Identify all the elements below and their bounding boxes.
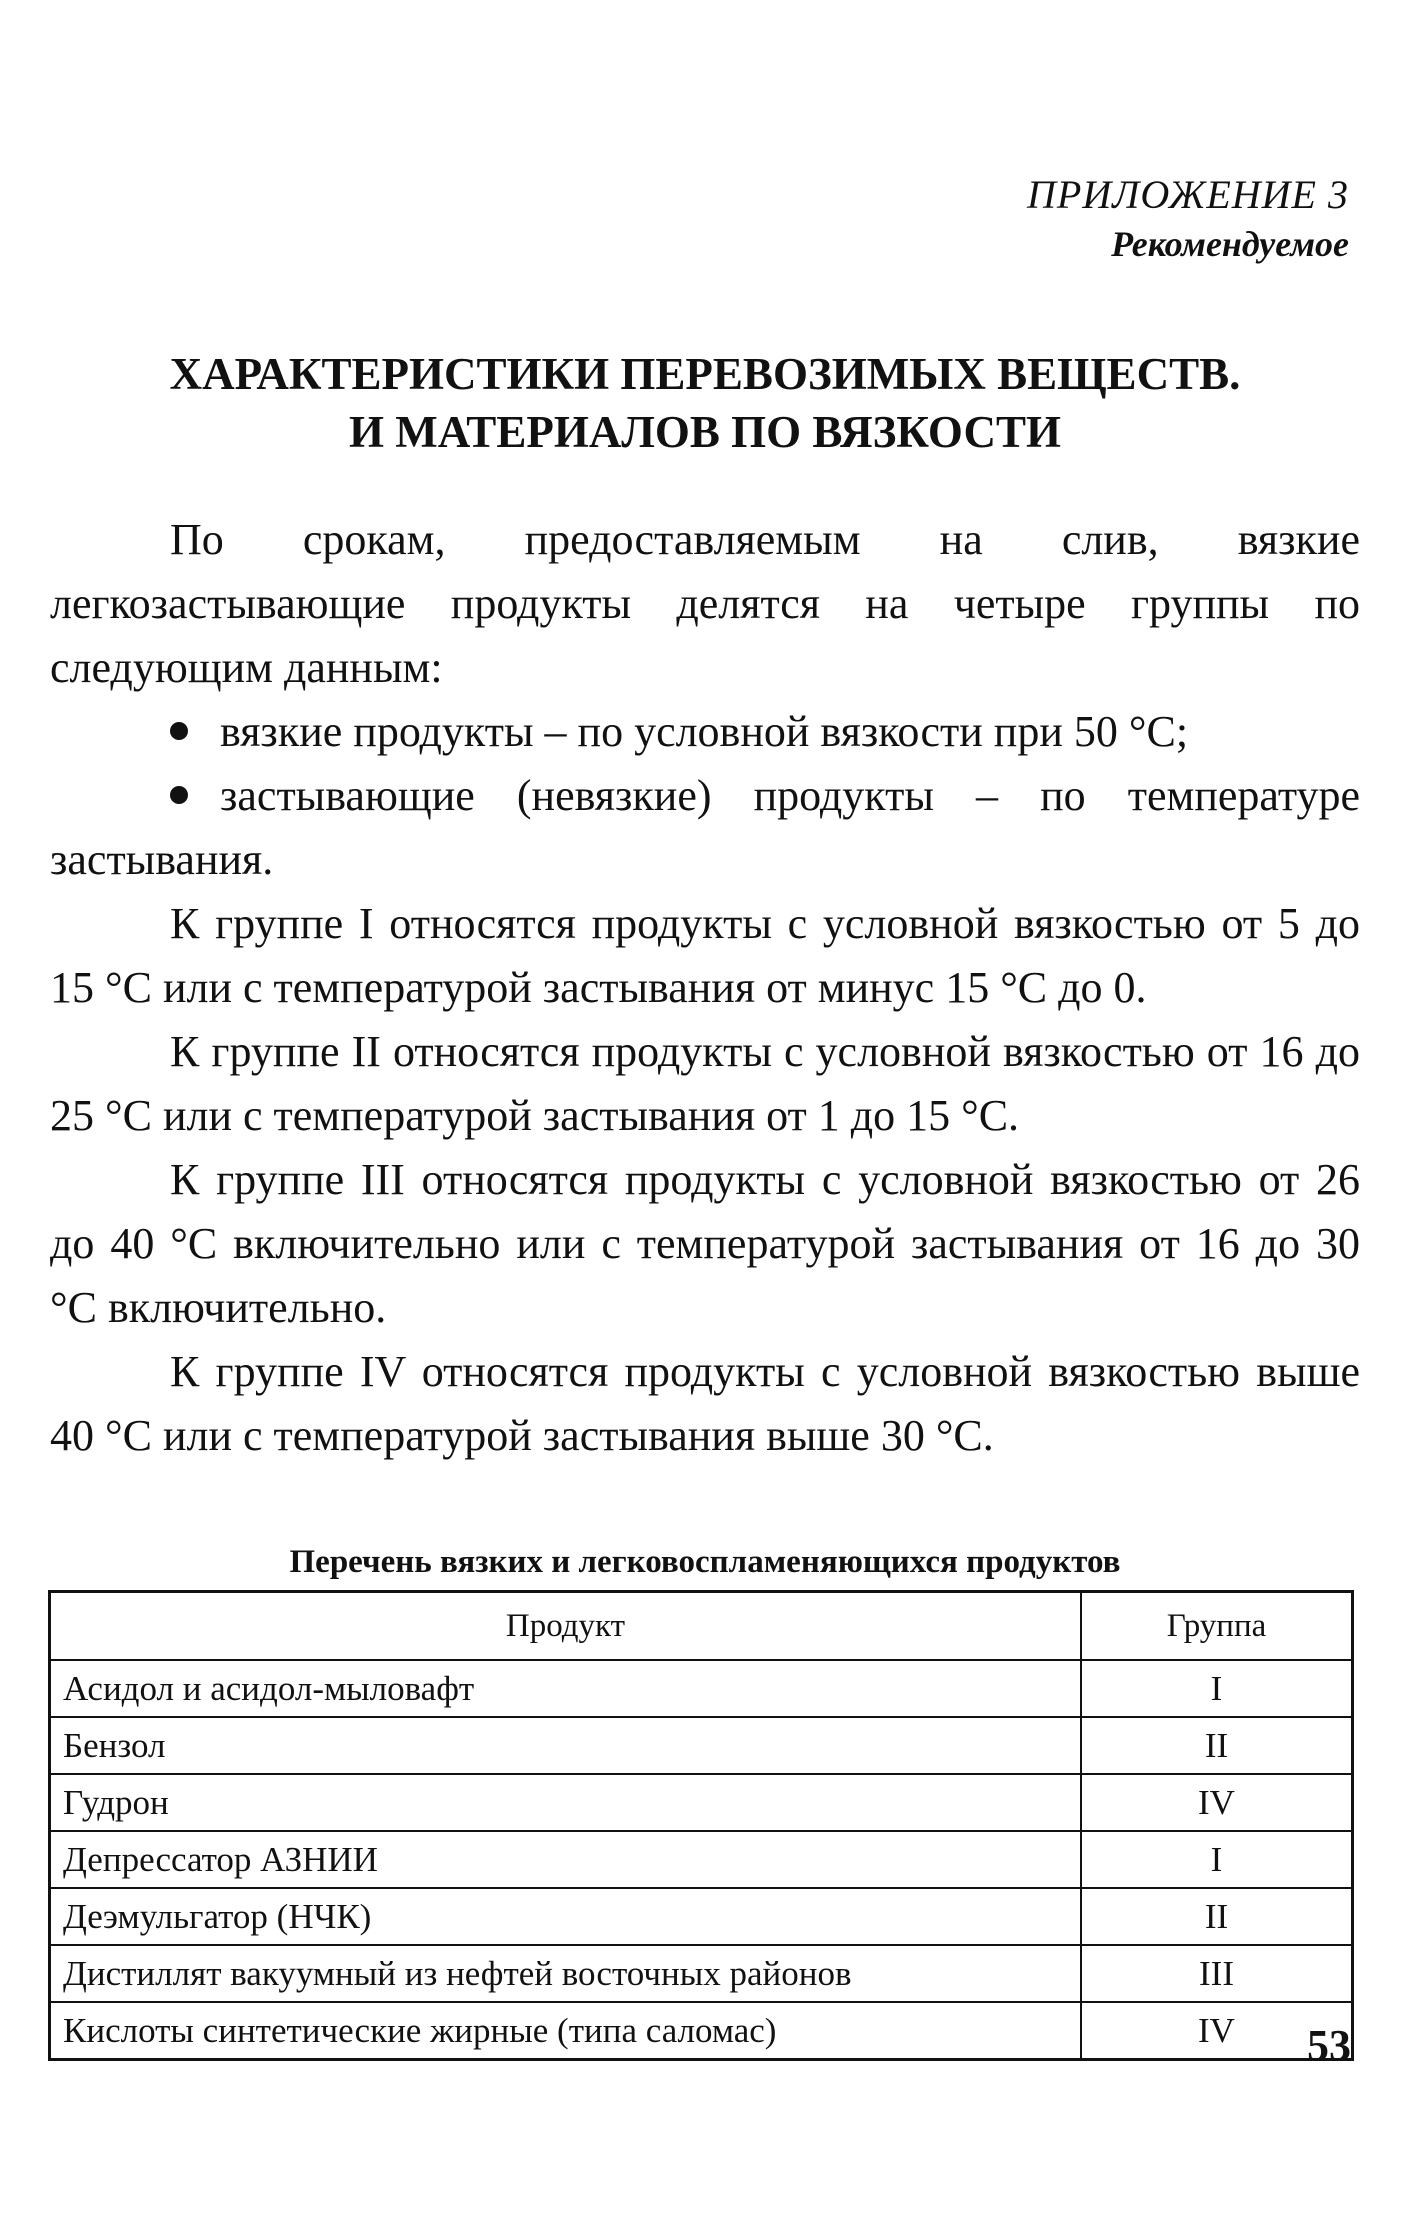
- criteria-text: вязкие продукты – по условной вязкости при 50 °С;: [220, 707, 1189, 756]
- product-cell: Асидол и асидол-мыловафт: [50, 1660, 1082, 1717]
- group-2-paragraph: К группе II относятся продукты с условной вязкостью от 16 до 25 °С или с температурой застывания от 1 до 15 °С.: [50, 1027, 1360, 1140]
- table-row: [50, 2002, 1353, 2060]
- heading-line-2: И МАТЕРИАЛОВ ПО ВЯЗКОСТИ: [349, 407, 1061, 457]
- heading-line-1: ХАРАКТЕРИСТИКИ ПЕРЕВОЗИМЫХ ВЕЩЕСТВ.: [169, 349, 1241, 399]
- table-row: [50, 1774, 1353, 1831]
- product-cell: Кислоты синтетические жирные (типа саломас): [50, 2002, 1082, 2060]
- product-cell: Депрессатор АЗНИИ: [50, 1831, 1082, 1888]
- product-cell: Дистиллят вакуумный из нефтей восточных районов: [50, 1945, 1082, 2002]
- table-caption: Перечень вязких и легковоспламеняющихся продуктов: [289, 1544, 1121, 1580]
- product-table: [48, 1590, 1354, 2061]
- group-cell: I: [1081, 1660, 1353, 1717]
- group-cell: IV: [1081, 1774, 1353, 1831]
- header-product: Продукт: [50, 1592, 1082, 1661]
- product-cell: Гудрон: [50, 1774, 1082, 1831]
- table-row: [50, 1717, 1353, 1774]
- bullet-icon: [170, 786, 188, 804]
- page-heading: [50, 345, 1360, 461]
- page-number: 53: [1307, 2021, 1351, 2070]
- criteria-item: [50, 700, 1360, 764]
- appendix-title: ПРИЛОЖЕНИЕ 3: [1027, 172, 1349, 217]
- group-cell: II: [1081, 1717, 1353, 1774]
- group-cell: I: [1081, 1831, 1353, 1888]
- group-cell: III: [1081, 1945, 1353, 2002]
- header-group: Группа: [1081, 1592, 1353, 1661]
- criteria-text: застывающие (невязкие) продукты – по температуре застывания.: [50, 771, 1360, 884]
- table-row: [50, 1945, 1353, 2002]
- group-cell: IV: [1081, 2002, 1353, 2060]
- appendix-subtitle: Рекомендуемое: [1111, 224, 1349, 264]
- table-row: [50, 1831, 1353, 1888]
- table-row: [50, 1660, 1353, 1717]
- criteria-list: [50, 700, 1360, 892]
- bullet-icon: [170, 722, 188, 740]
- body-text: [50, 508, 1360, 1468]
- product-cell: Деэмульгатор (НЧК): [50, 1888, 1082, 1945]
- group-1-paragraph: К группе I относятся продукты с условной вязкостью от 5 до 15 °С или с температурой застывания от минус 15 °С до 0.: [50, 899, 1360, 1012]
- product-cell: Бензол: [50, 1717, 1082, 1774]
- appendix-label: [1027, 170, 1349, 268]
- group-3-paragraph: К группе III относятся продукты с условной вязкостью от 26 до 40 °С включительно или с температурой застывания от 16 до 30 °С включительно.: [50, 1155, 1360, 1332]
- table-row: [50, 1888, 1353, 1945]
- group-cell: II: [1081, 1888, 1353, 1945]
- criteria-item: [50, 764, 1360, 892]
- group-4-paragraph: К группе IV относятся продукты с условной вязкостью выше 40 °С или с температурой застывания выше 30 °С.: [50, 1347, 1360, 1460]
- table-header-row: [50, 1592, 1353, 1661]
- intro-paragraph: По срокам, предоставляемым на слив, вязкие легкозастывающие продукты делятся на четыре группы по следующим данным:: [50, 515, 1360, 692]
